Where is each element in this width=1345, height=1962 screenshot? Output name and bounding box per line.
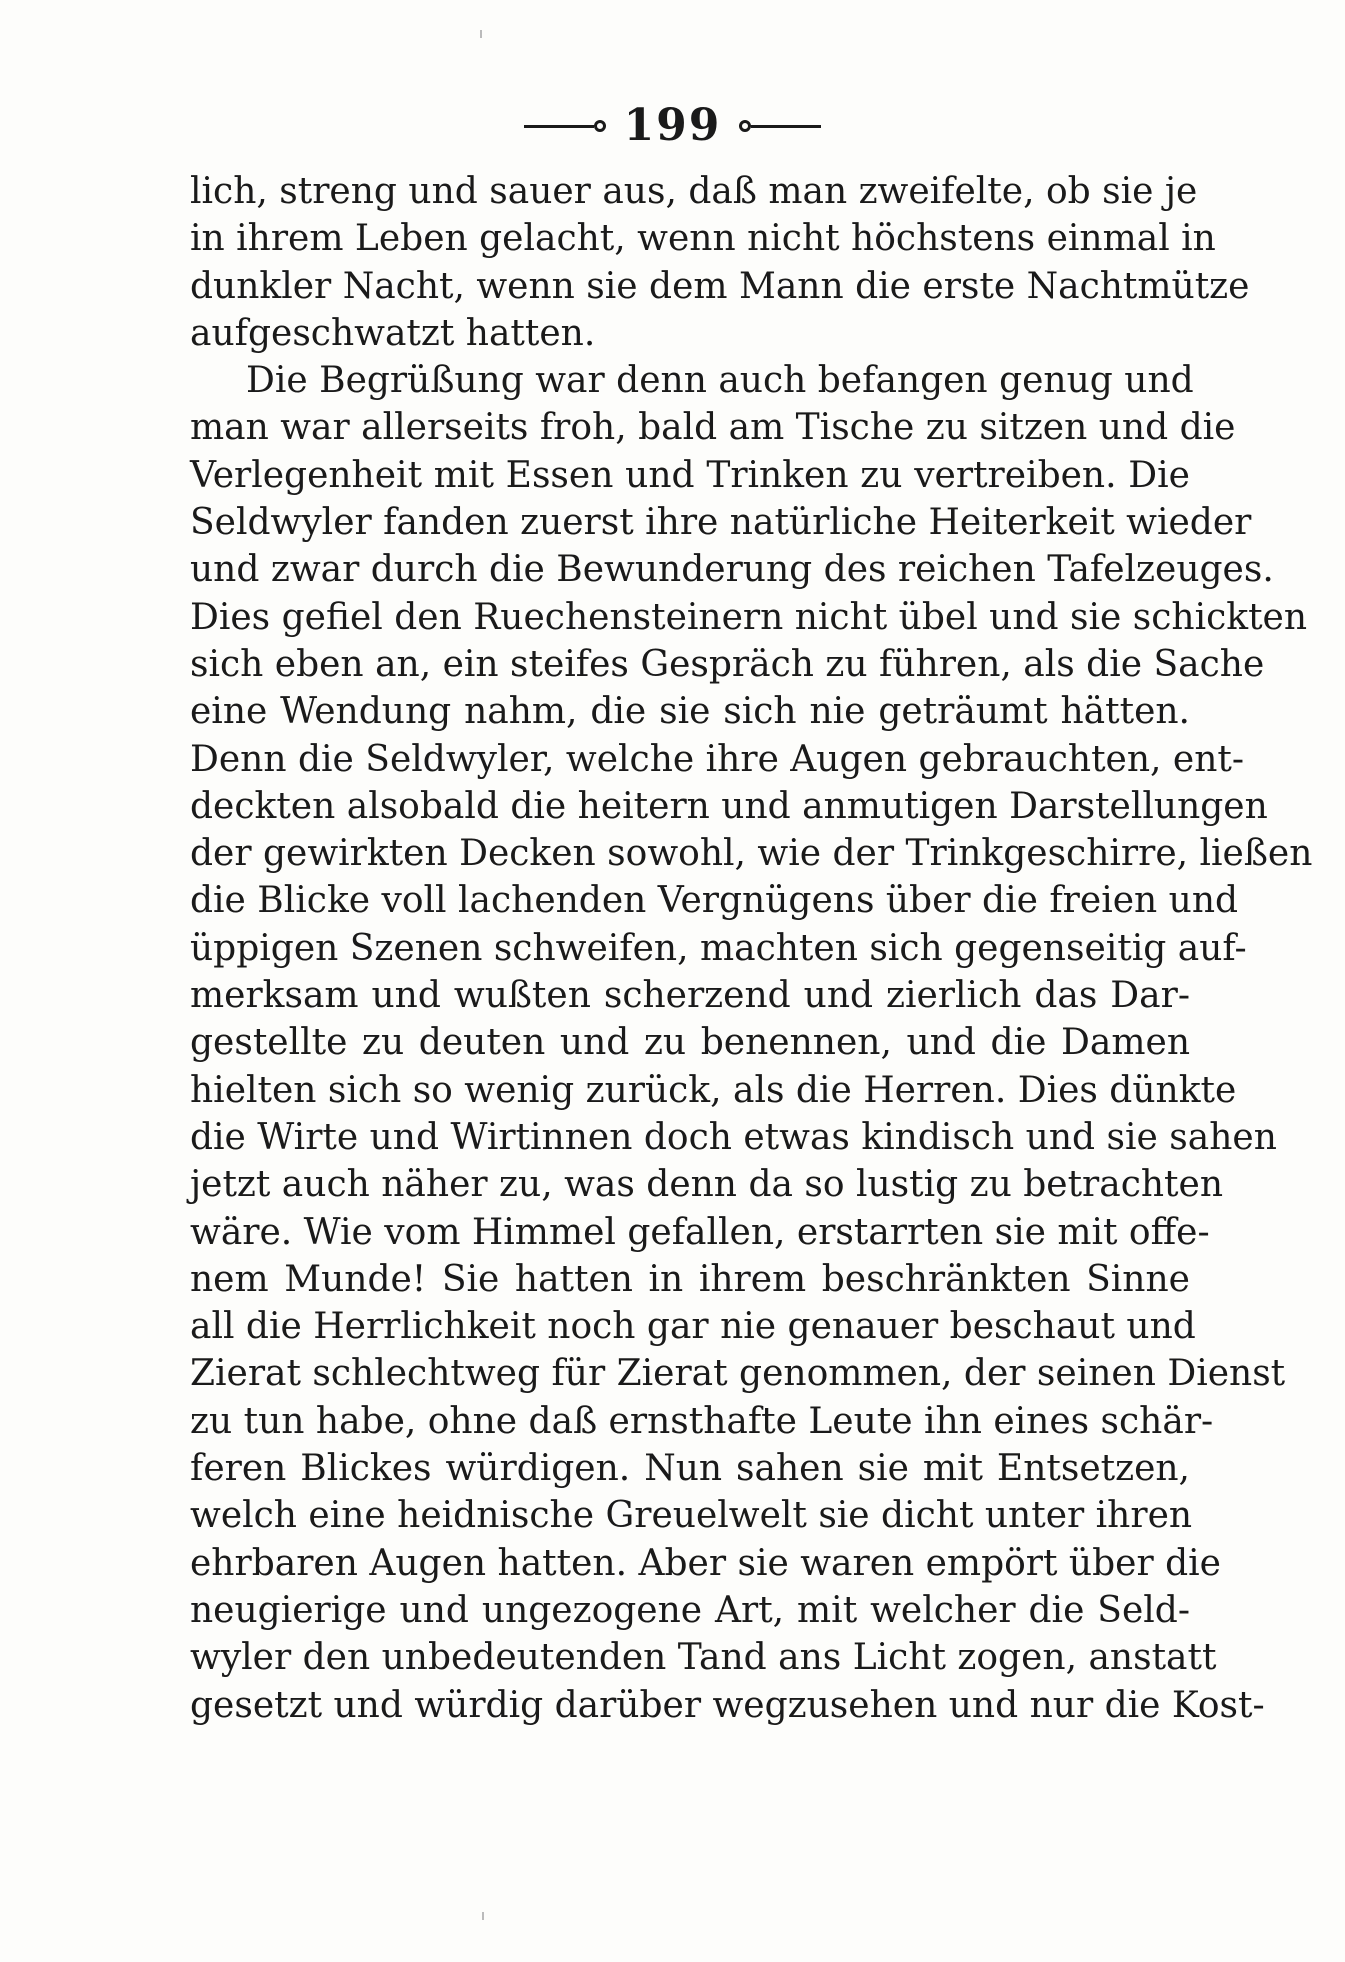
text-line: die Wirte und Wirtinnen doch etwas kindisch und sie sahen (190, 1116, 1277, 1158)
paragraph-first-line: Die Begrüßung war denn auch befangen genug und (246, 360, 1194, 402)
body-text (190, 168, 1313, 1729)
text-line: in ihrem Leben gelacht, wenn nicht höchstens einmal in (190, 218, 1216, 260)
text-line: zu tun habe, ohne daß ernsthafte Leute ihn eines schär- (190, 1400, 1214, 1442)
text-line: hielten sich so wenig zurück, als die Herren. Dies dünkte (190, 1069, 1237, 1111)
text-line: sich eben an, ein steifes Gespräch zu führen, als die Sache (190, 643, 1265, 685)
text-line: neugierige und ungezogene Art, mit welcher die Seld- (190, 1589, 1190, 1631)
left-ornament (524, 120, 606, 132)
scan-mark (482, 1912, 484, 1920)
text-line: merksam und wußten scherzend und zierlich das Dar- (190, 975, 1190, 1017)
text-line: Seldwyler fanden zuerst ihre natürliche Heiterkeit wieder (190, 502, 1252, 544)
ornament-circle (739, 120, 751, 132)
text-line: der gewirkten Decken sowohl, wie der Trinkgeschirre, ließen (190, 833, 1313, 875)
page-number: 199 (623, 100, 722, 151)
text-line: nem Munde! Sie hatten in ihrem beschränkten Sinne (190, 1258, 1190, 1300)
text-line: all die Herrlichkeit noch gar nie genauer beschaut und (190, 1306, 1196, 1348)
scan-mark (480, 30, 482, 38)
text-line: gestellte zu deuten und zu benennen, und die Damen (190, 1022, 1190, 1064)
text-line: eine Wendung nahm, die sie sich nie geträumt hätten. (190, 691, 1190, 733)
text-line: welch eine heidnische Greuelwelt sie dicht unter ihren (190, 1495, 1193, 1537)
text-line: Verlegenheit mit Essen und Trinken zu vertreiben. Die (190, 454, 1190, 496)
text-line: Denn die Seldwyler, welche ihre Augen gebrauchten, ent- (190, 738, 1245, 780)
text-line: und zwar durch die Bewunderung des reichen Tafelzeuges. (190, 549, 1274, 591)
text-line: die Blicke voll lachenden Vergnügens über die freien und (190, 880, 1239, 922)
ornament-circle (594, 120, 606, 132)
right-ornament (739, 120, 821, 132)
ornament-rule (751, 125, 821, 128)
text-line: üppigen Szenen schweifen, machten sich gegenseitig auf- (190, 927, 1247, 969)
text-line: ehrbaren Augen hatten. Aber sie waren empört über die (190, 1542, 1221, 1584)
text-line: jetzt auch näher zu, was denn da so lustig zu betrachten (190, 1164, 1224, 1206)
text-line: lich, streng und sauer aus, daß man zweifelte, ob sie je (190, 171, 1198, 212)
text-line: wyler den unbedeutenden Tand ans Licht zogen, anstatt (190, 1637, 1217, 1679)
ornament-rule (524, 125, 594, 128)
text-line: dunkler Nacht, wenn sie dem Mann die erste Nachtmütze (190, 265, 1250, 307)
text-line: gesetzt und würdig darüber wegzusehen und nur die Kost- (190, 1684, 1265, 1726)
text-line: wäre. Wie vom Himmel gefallen, erstarrten sie mit offe- (190, 1211, 1210, 1253)
text-line: man war allerseits froh, bald am Tische zu sitzen und die (190, 407, 1236, 449)
text-line: feren Blickes würdigen. Nun sahen sie mit Entsetzen, (190, 1448, 1190, 1490)
text-line: deckten alsobald die heitern und anmutigen Darstellungen (190, 785, 1268, 827)
text-line: aufgeschwatzt hatten. (190, 312, 596, 354)
text-line: Zierat schlechtweg für Zierat genommen, der seinen Dienst (190, 1353, 1286, 1395)
page-header (0, 96, 1345, 156)
text-line: Dies gefiel den Ruechensteinern nicht übel und sie schickten (190, 596, 1308, 638)
